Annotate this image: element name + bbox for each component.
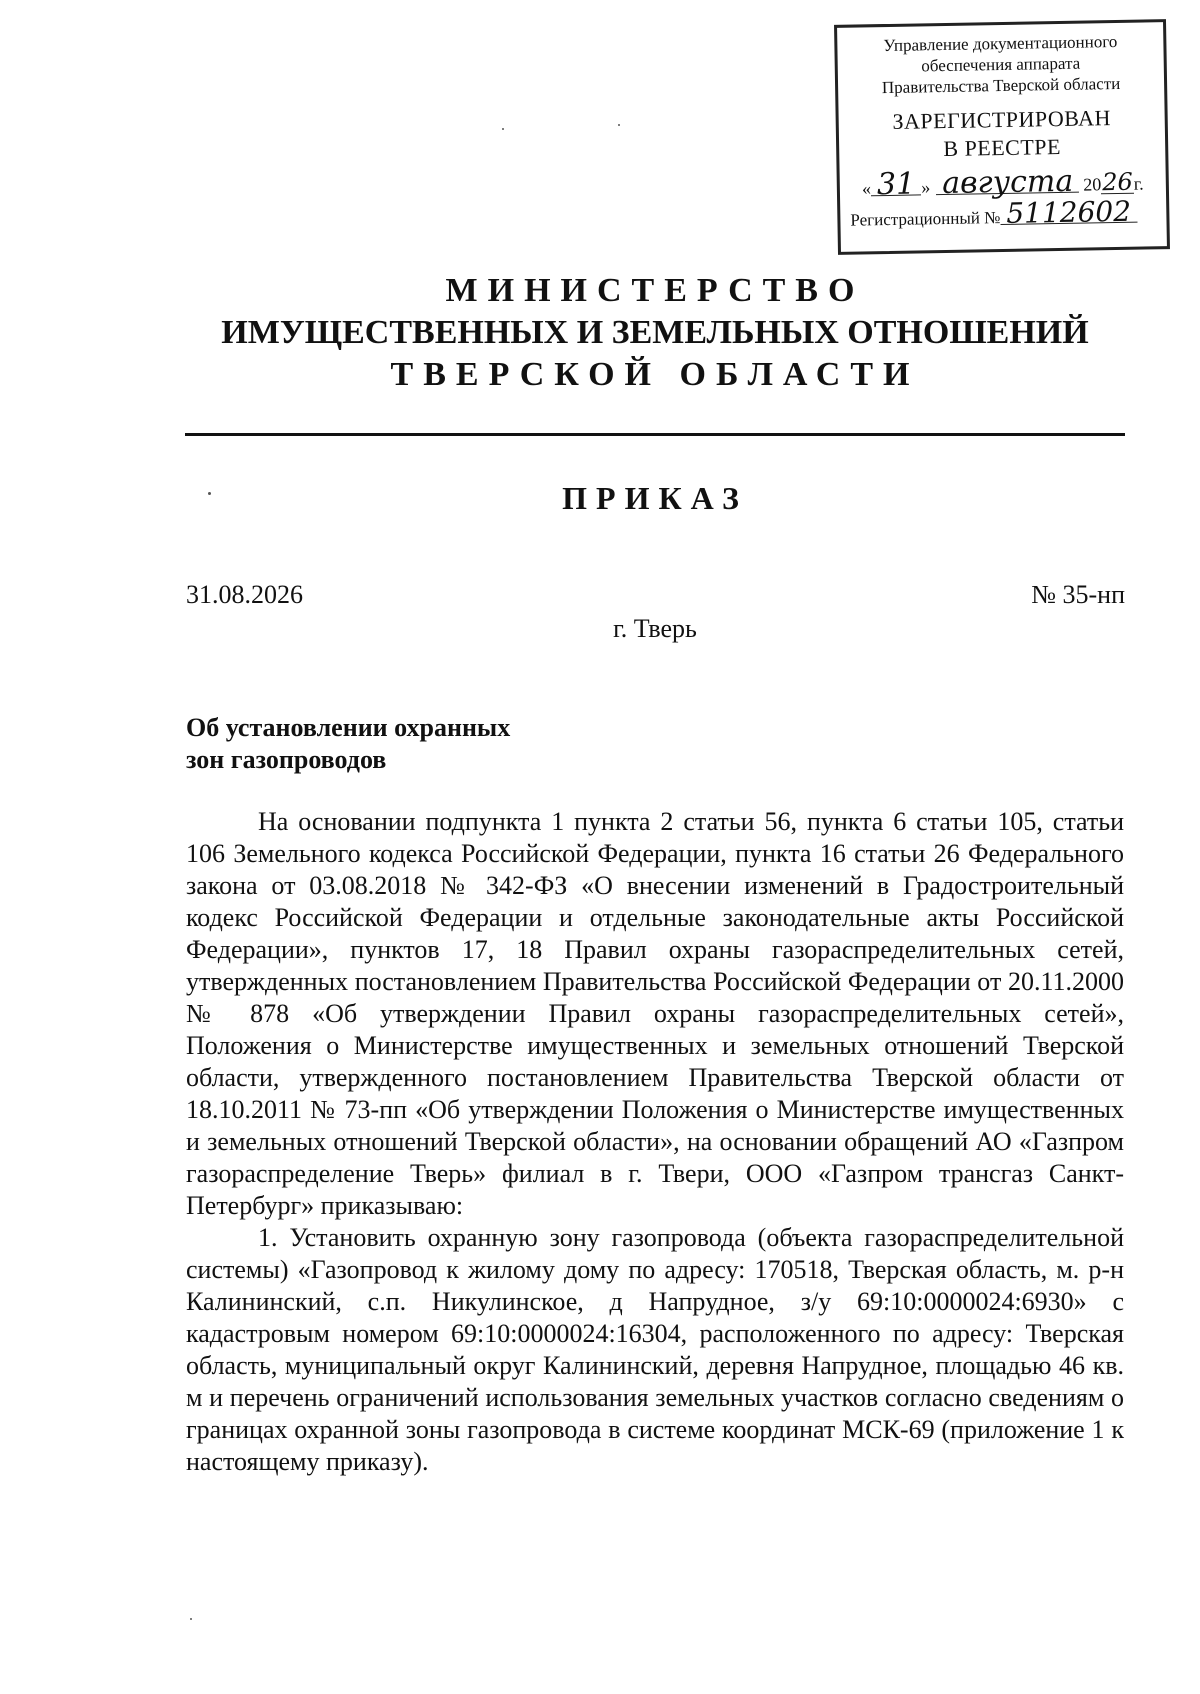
order-date: 31.08.2026 bbox=[186, 580, 303, 609]
ministry-name-line-3: ТВЕРСКОЙ ОБЛАСТИ bbox=[390, 356, 920, 393]
scan-speck bbox=[502, 128, 504, 130]
order-body bbox=[186, 806, 1124, 1478]
stamp-registered-line-1: ЗАРЕГИСТРИРОВАН bbox=[892, 105, 1112, 134]
stamp-department-line-3: Правительства Тверской области bbox=[881, 73, 1121, 98]
scan-speck bbox=[208, 492, 211, 495]
stamp-date-year-suffix: 26 bbox=[1101, 167, 1133, 197]
scan-speck bbox=[618, 124, 620, 126]
ministry-name-line-2: ИМУЩЕСТВЕННЫХ И ЗЕМЕЛЬНЫХ ОТНОШЕНИЙ bbox=[221, 314, 1089, 351]
stamp-registration-number bbox=[840, 194, 1166, 231]
ministry-name-line-1: МИНИСТЕРСТВО bbox=[445, 272, 865, 309]
order-item-1: 1. Установить охранную зону газопровода (объекта газораспределительной системы) «Газопровод к жилому дому по адресу: 170518, Тверская область, м. р-н Калининский, с.п. Никулинское, д Напрудное, з/у 69:10:0000024:6930» с кадастровым номером 69:10:0000024:16304, расположенного по адресу: Тверская область, муниципальный округ Калининский, деревня Напрудное, площадью 46 кв. м и перечень ограничений использования земельных участков согласно сведениям о границах охранной зоны газопровода в системе координат МСК-69 (приложение 1 к настоящему приказу). bbox=[186, 1223, 1124, 1476]
document-type-title: ПРИКАЗ bbox=[562, 480, 748, 516]
order-subject bbox=[186, 712, 686, 776]
stamp-registered-line-2: В РЕЕСТРЕ bbox=[943, 133, 1062, 162]
order-city: г. Тверь bbox=[613, 614, 697, 643]
stamp-reg-number: 5112602 bbox=[1000, 201, 1137, 225]
stamp-date-close-quote: » bbox=[921, 177, 931, 198]
order-subject-line-1: Об установлении охранных bbox=[186, 713, 511, 742]
header-divider bbox=[185, 433, 1125, 436]
stamp-date-year-prefix: 20 bbox=[1083, 174, 1102, 195]
stamp-date-open-quote: « bbox=[861, 178, 872, 199]
stamp-department-line-2: обеспечения аппарата bbox=[921, 53, 1081, 76]
order-number: № 35-нп bbox=[1031, 580, 1125, 609]
stamp-date-month: августа bbox=[936, 171, 1079, 195]
stamp-department-line-1: Управление документационного bbox=[883, 31, 1118, 56]
stamp-date-day: 31 bbox=[871, 173, 922, 196]
stamp-date-year-letter: г. bbox=[1133, 173, 1144, 194]
scan-speck bbox=[190, 1618, 192, 1620]
stamp-reg-label: Регистрационный № bbox=[850, 208, 1001, 230]
order-subject-line-2: зон газопроводов bbox=[186, 745, 387, 774]
order-preamble: На основании подпункта 1 пункта 2 статьи 56, пункта 6 статьи 105, статьи 106 Земельного кодекса Российской Федерации, пункта 16 статьи 26 Федерального закона от 03.08.2018 № 342-ФЗ «О внесении изменений в Градостроительный кодекс Российской Федерации и отдельные законодательные акты Российской Федерации», пунктов 17, 18 Правил охраны газораспределительных сетей, утвержденных постановлением Правительства Российской Федерации от 20.11.2000 № 878 «Об утверждении Правил охраны газораспределительных сетей», Положения о Министерстве имущественных и земельных отношений Тверской области, утвержденного постановлением Правительства Тверской области от 18.10.2011 № 73-пп «Об утверждении Положения о Министерстве имущественных и земельных отношений Тверской области», на основании обращений АО «Газпром газораспределение Тверь» филиал в г. Твери, ООО «Газпром трансгаз Санкт-Петербург» приказываю: bbox=[186, 807, 1124, 1220]
registration-stamp bbox=[834, 19, 1170, 255]
